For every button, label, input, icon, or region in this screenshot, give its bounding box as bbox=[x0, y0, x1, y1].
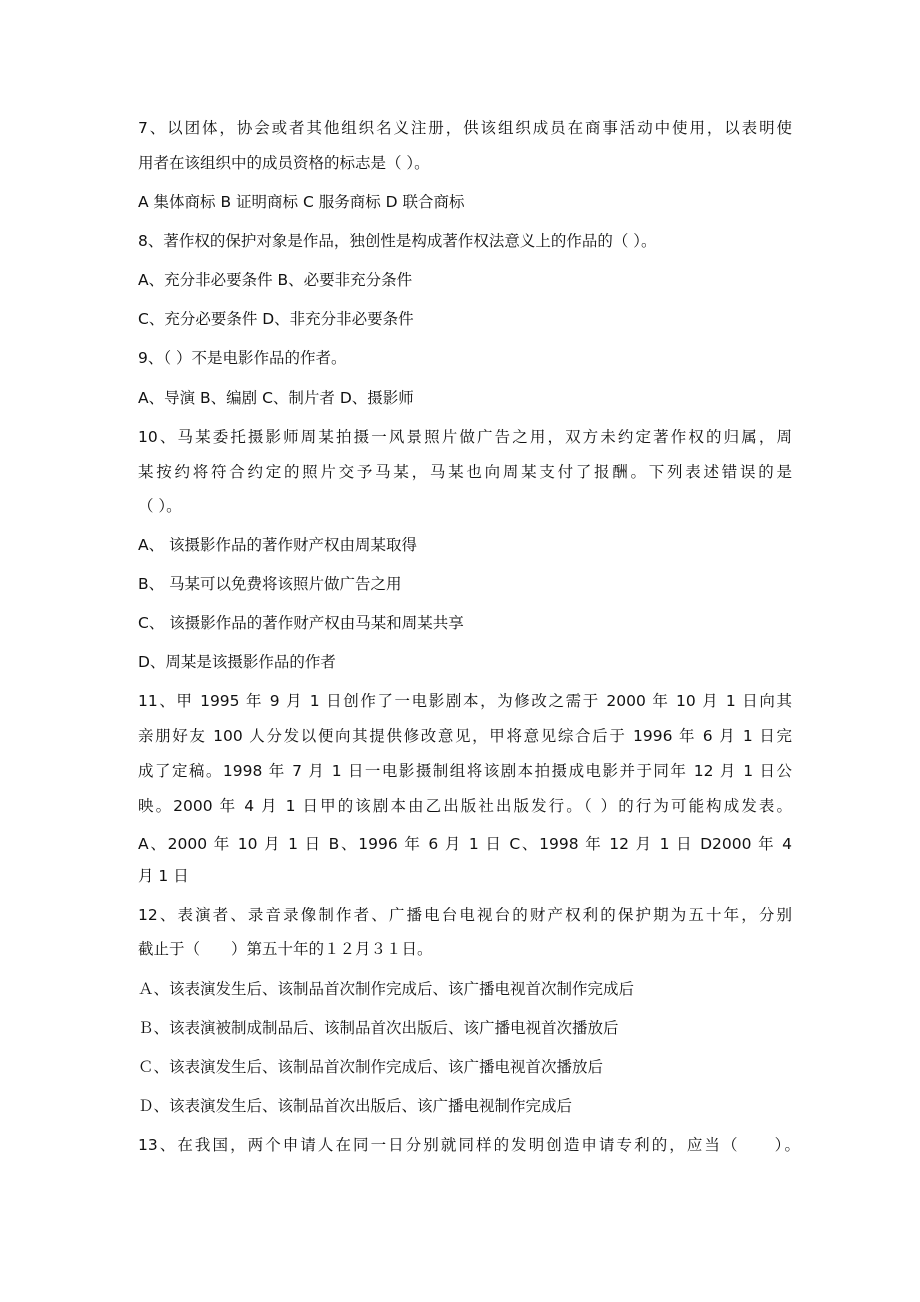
question-8-options-line-2: C、充分必要条件 D、非充分非必要条件 bbox=[138, 310, 414, 328]
question-7-stem-line-2: 用者在该组织中的成员资格的标志是（ ）。 bbox=[138, 154, 430, 172]
question-7-stem-line-1: 7、以团体，协会或者其他组织名义注册，供该组织成员在商事活动中使用，以表明使 bbox=[138, 119, 792, 137]
question-11-options-line-2: 月 1 日 bbox=[138, 867, 189, 885]
question-12-stem-line-1: 12、表演者、录音录像制作者、广播电台电视台的财产权利的保护期为五十年，分别 bbox=[138, 906, 792, 924]
question-10-stem-line-3: （ ）。 bbox=[138, 497, 182, 515]
question-11-stem-line-2: 亲朋好友 100 人分发以便向其提供修改意见，甲将意见综合后于 1996 年 6 月 1 日完 bbox=[138, 727, 792, 745]
question-8-stem: 8、著作权的保护对象是作品，独创性是构成著作权法意义上的作品的（ ）。 bbox=[138, 232, 657, 250]
question-8-options-line-1: A、充分非必要条件 B、必要非充分条件 bbox=[138, 271, 413, 289]
question-9-stem: 9、（ ）不是电影作品的作者。 bbox=[138, 349, 347, 367]
question-11-stem-line-4: 映。2000 年 4 月 1 日甲的该剧本由乙出版社出版发行。（ ）的行为可能构成发表。 bbox=[138, 797, 792, 815]
question-11-options-line-1: A、2000 年 10 月 1 日 B、1996 年 6 月 1 日 C、1998 年 12 月 1 日 D2000 年 4 bbox=[138, 835, 792, 853]
question-12-option-b: Ｂ、该表演被制成制品后、该制品首次出版后、该广播电视首次播放后 bbox=[138, 1019, 619, 1037]
question-10-option-c: C、 该摄影作品的著作财产权由马某和周某共享 bbox=[138, 614, 464, 632]
question-7-options: A 集体商标 B 证明商标 C 服务商标 D 联合商标 bbox=[138, 193, 465, 211]
question-11-stem-line-1: 11、甲 1995 年 9 月 1 日创作了一电影剧本，为修改之需于 2000 年 10 月 1 日向其 bbox=[138, 692, 792, 710]
question-10-option-a: A、 该摄影作品的著作财产权由周某取得 bbox=[138, 536, 418, 554]
question-10-option-d: D、周某是该摄影作品的作者 bbox=[138, 653, 336, 671]
question-12-stem-line-2: 截止于（ ）第五十年的１２月３１日。 bbox=[138, 940, 433, 958]
question-13-stem: 13、在我国，两个申请人在同一日分别就同样的发明创造申请专利的，应当（ ）。 bbox=[138, 1136, 800, 1154]
question-12-option-c: Ｃ、该表演发生后、该制品首次制作完成后、该广播电视首次播放后 bbox=[138, 1058, 604, 1076]
question-10-option-b: B、 马某可以免费将该照片做广告之用 bbox=[138, 575, 402, 593]
question-10-stem-line-2: 某按约将符合约定的照片交予马某，马某也向周某支付了报酬。下列表述错误的是 bbox=[138, 463, 792, 481]
question-12-option-d: Ｄ、该表演发生后、该制品首次出版后、该广播电视制作完成后 bbox=[138, 1097, 573, 1115]
question-9-options: A、导演 B、编剧 C、制片者 D、摄影师 bbox=[138, 389, 414, 407]
question-12-option-a: Ａ、该表演发生后、该制品首次制作完成后、该广播电视首次制作完成后 bbox=[138, 980, 635, 998]
question-10-stem-line-1: 10、马某委托摄影师周某拍摄一风景照片做广告之用，双方未约定著作权的归属，周 bbox=[138, 428, 792, 446]
question-11-stem-line-3: 成了定稿。1998 年 7 月 1 日一电影摄制组将该剧本拍摄成电影并于同年 12 月 1 日公 bbox=[138, 762, 792, 780]
